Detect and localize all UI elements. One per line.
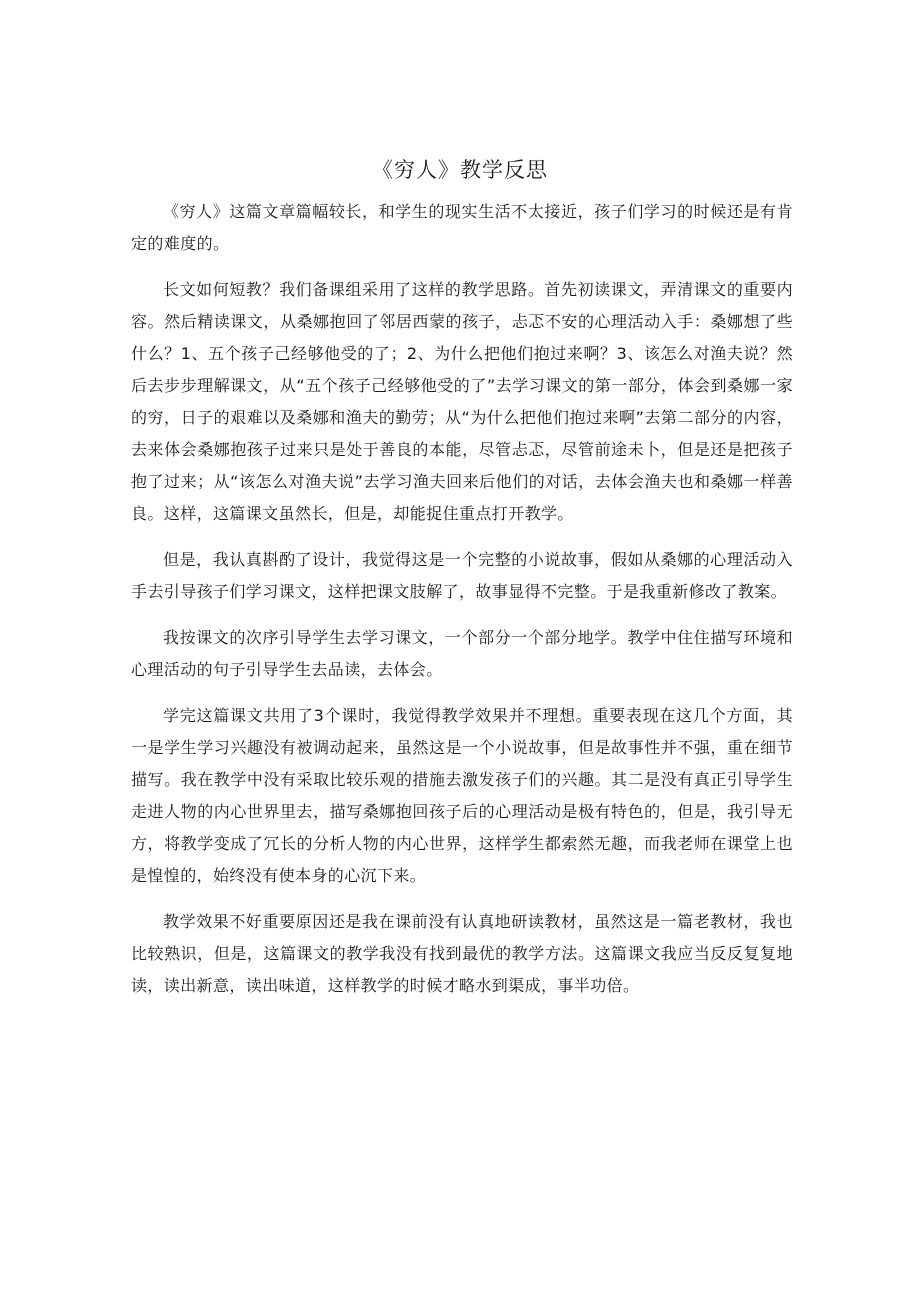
document-body <box>131 196 793 1016</box>
paragraph-4: 我按课文的次序引导学生去学习课文，一个部分一个部分地学。教学中住住描写环境和心理活动的句子引导学生去品读，去体会。 <box>131 628 793 679</box>
paragraph-6: 教学效果不好重要原因还是我在课前没有认真地研读教材，虽然这是一篇老教材，我也比较熟识，但是，这篇课文的教学我没有找到最优的教学方法。这篇课文我应当反反复复地读，读出新意，读出味道，这样教学的时候才略水到渠成，事半功倍。 <box>131 912 793 995</box>
paragraph-2: 长文如何短教？我们备课组采用了这样的教学思路。首先初读课文，弄清课文的重要内容。然后精读课文，从桑娜抱回了邻居西蒙的孩子，忐忑不安的心理活动入手：桑娜想了些什么？1、五个孩子己经够他受的了；2、为什么把他们抱过来啊？3、该怎么对渔夫说？然后去步步理解课文，从“五个孩子己经够他受的了”去学习课文的第一部分，体会到桑娜一家的穷，日子的艰难以及桑娜和渔夫的勤劳；从“为什么把他们抱过来啊”去第二部分的内容，去来体会桑娜抱孩子过来只是处于善良的本能，尽管忐忑，尽管前途未卜，但是还是把孩子抱了过来；从“该怎么对渔夫说”去学习渔夫回来后他们的对话，去体会渔夫也和桑娜一样善良。这样，这篇课文虽然长，但是，却能捉住重点打开教学。 <box>131 280 793 523</box>
paragraph-5: 学完这篇课文共用了3个课时，我觉得教学效果并不理想。重要表现在这几个方面，其一是学生学习兴趣没有被调动起来，虽然这是一个小说故事，但是故事性并不强，重在细节描写。我在教学中没有采取比较乐观的措施去激发孩子们的兴趣。其二是没有真正引导学生走进人物的内心世界里去，描写桑娜抱回孩子后的心理活动是极有特色的，但是，我引导无方，将教学变成了冗长的分析人物的内心世界，这样学生都索然无趣，而我老师在课堂上也是惶惶的，始终没有使本身的心沉下来。 <box>131 706 793 885</box>
document-title: 《穷人》教学反思 <box>372 158 548 182</box>
paragraph-3: 但是，我认真斟酌了设计，我觉得这是一个完整的小说故事，假如从桑娜的心理活动入手去引导孩子们学习课文，这样把课文肢解了，故事显得不完整。于是我重新修改了教案。 <box>131 550 793 601</box>
paragraph-1: 《穷人》这篇文章篇幅较长，和学生的现实生活不太接近，孩子们学习的时候还是有肯定的难度的。 <box>131 202 793 253</box>
